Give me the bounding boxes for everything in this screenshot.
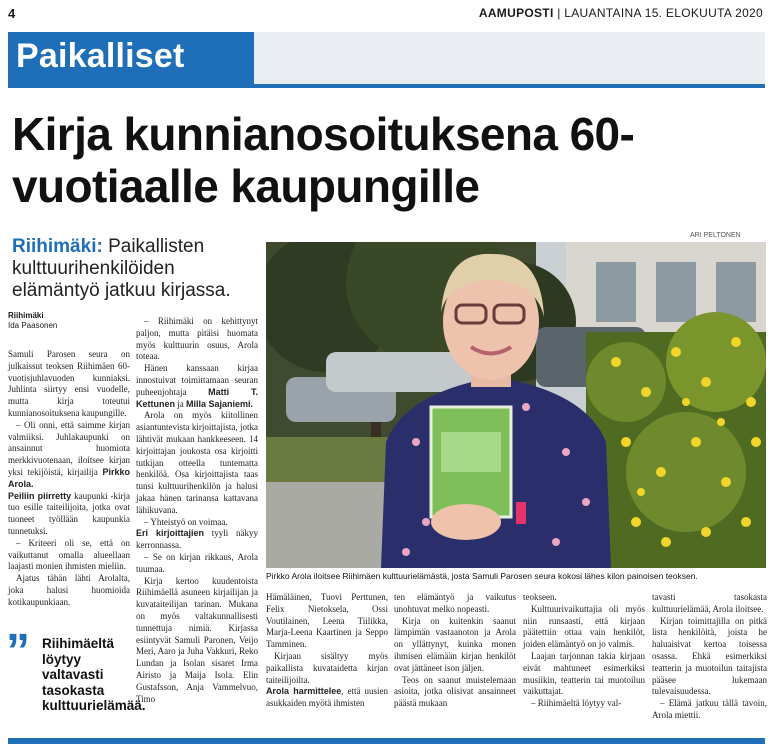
masthead bbox=[479, 6, 763, 20]
person-name: Matti T. Kettunen bbox=[136, 386, 259, 409]
article-column-3 bbox=[266, 592, 388, 710]
paragraph: tavasti tasokasta kulttuurielämää, Arola iloitsee. bbox=[652, 592, 767, 614]
byline bbox=[8, 311, 57, 331]
article-column-6 bbox=[652, 592, 767, 722]
pull-quote: Riihimäeltä löytyy valtavasti tasokasta kulttuurielämää. bbox=[42, 636, 146, 713]
paragraph: – Kriteeri oli se, että on vaikuttanut omalla alueellaan laajasti monien ihmisten mieliin. bbox=[8, 537, 130, 572]
paragraph: ten elämäntyö ja vaikutus unohtuvat melko nopeasti. bbox=[394, 592, 516, 614]
paragraph: Kirjaan sisältyy myös paikallista kuvataidetta kirjan taiteilijoilta. bbox=[266, 650, 388, 685]
paragraph: Kulttuurivaikuttajia oli myös niin runsaasti, että kirjaan päätettiin ottaa vain henkilöt, joiden elämäntyö on jo valmis. bbox=[523, 603, 645, 650]
page-number: 4 bbox=[8, 6, 16, 21]
person-name: Milla Sajaniemi. bbox=[186, 398, 254, 409]
issue-date: LAUANTAINA 15. ELOKUUTA 2020 bbox=[564, 6, 763, 20]
article-photo bbox=[266, 242, 766, 568]
paragraph: Kirjan toimittajilla on pitkä lista henkilöitä, joista he haluaisivat kertoa toisessa osassa. Ehkä esimerkiksi teatterin ja muotoilun taitajista pääsee lukemaan tulevaisuudessa. bbox=[652, 615, 767, 697]
section-label: Paikalliset bbox=[16, 37, 185, 75]
paragraph: Arola on myös kiitollinen asiantuntevista kirjoittajista, jotka lähtivät mukaan hankkeeseen. 14 kirjoittajan joukosta osa kirjoitti tutkijan otteella tuntematta henkilöä. Osa kirjoittajista taas tunsi kulttuurihenkilön ja halusi jakaa hänen tarinansa kattavana lähikuvana. bbox=[136, 410, 258, 515]
quote-mark-icon: ” bbox=[6, 625, 30, 678]
paper-name: AAMUPOSTI bbox=[478, 6, 554, 20]
subhead: Peiliin piirretty bbox=[8, 490, 72, 501]
paragraph: Samuli Parosen seura on julkaissut teoksen Riihimäen 60-vuotisjuhlavuoden kunniaksi. Juhlinta siirtyy ensi vuodelle, mutta kirja toteutui kunnianosoituksena kaupungille. bbox=[8, 349, 130, 418]
paragraph: Teos on saanut muistelemaan asioita, jotka olisivat ansainneet päästä mukaan bbox=[394, 674, 516, 709]
footer-rule bbox=[8, 738, 765, 744]
subhead: Eri kirjoittajien bbox=[136, 528, 205, 539]
subhead: Arola harmittelee bbox=[266, 686, 342, 697]
article-column-4 bbox=[394, 592, 516, 710]
paragraph: – Oli onni, että saimme kirjan valmiiksi. Juhlakaupunki on ansainnut huomiota merkkivuotenaan, iloitsee kirjan yksi tekijöistä, kirjailija Pirkko Arola. bbox=[8, 419, 130, 489]
lead-text: Paikallisten kulttuurihenkilöiden elämäntyö jatkuu kirjassa. bbox=[12, 236, 231, 301]
lead-place: Riihimäki: bbox=[12, 236, 103, 257]
paragraph: Hämäläinen, Tuovi Perttunen, Felix Nietoksela, Ossi Voutilainen, Leena Tiilikka, Marja-Leena Kaartinen ja Seppo Tamminen. bbox=[266, 592, 388, 650]
article-column-2 bbox=[136, 316, 258, 705]
paragraph: Eri kirjoittajien tyyli näkyy kerronnassa. bbox=[136, 528, 258, 551]
paragraph: – Se on kirjan rikkaus, Arola tuumaa. bbox=[136, 551, 258, 574]
paragraph: Kirja kertoo kuudentoista Riihimäellä asuneen kirjailijan ja kuvataiteilijan tarinan. Mukana on myös valtakunnallisesti tunnettuja nimiä. Kirjassa esiintyvät Samuli Paronen, Veijo Meri, Aaro ja Juha Vakkuri, Reko Lundan ja Isolan sisaret Irma Airisto ja Maija Isola. Elin Gustafsson, Anja Vammelvuo, Timo bbox=[136, 575, 258, 704]
section-rule bbox=[8, 84, 765, 88]
byline-location: Riihimäki bbox=[8, 311, 44, 320]
paragraph: – Riihimäeltä löytyy val- bbox=[531, 698, 622, 709]
paragraph: Ajatus tähän lähti Arolalta, joka halusi huomioida kotikaupunkiaan. bbox=[8, 573, 130, 607]
paragraph: Laajan tarjonnan takia kirjaan eivät mahtuneet esimerkiksi musiikin, teatterin tai muotoilun vaikuttajat. bbox=[523, 650, 645, 697]
person-name: Pirkko Arola. bbox=[8, 466, 130, 489]
headline: Kirja kunnianosoituksena 60-vuotiaalle kaupungille bbox=[12, 108, 635, 212]
paragraph: Hänen kanssaan kirjaa innostuivat toimittamaan seuran puheenjohtaja Matti T. Kettunen ja Milla Sajaniemi. bbox=[136, 363, 259, 409]
photo-credit: ARI PELTONEN bbox=[690, 232, 741, 239]
paragraph: teokseen. bbox=[523, 592, 557, 602]
byline-author: Ida Paasonen bbox=[8, 321, 58, 330]
photo-illustration bbox=[266, 242, 766, 568]
article-column-5 bbox=[523, 592, 645, 710]
article-column-1 bbox=[8, 349, 130, 609]
paragraph: – Elämä jatkuu tällä tavoin, Arola miettii. bbox=[652, 698, 767, 720]
paragraph: Kirja on kuitenkin saanut lämpimän vastaanoton ja Arola on yllättynyt, kuinka monen ihmisen elämään kirjan henkilöt ovat jättäneet ison jäljen. bbox=[394, 615, 516, 673]
lead-paragraph bbox=[12, 236, 262, 302]
paragraph: – Yhteistyö on voimaa. bbox=[144, 516, 228, 527]
masthead-separator: | bbox=[557, 6, 565, 20]
photo-caption: Pirkko Arola iloitsee Riihimäen kulttuurielämästä, josta Samuli Parosen seura kokosi lähes kilon painoisen teoksen. bbox=[266, 571, 698, 581]
paragraph: Arola harmittelee, että uusien asukkaiden myötä ihmisten bbox=[266, 686, 388, 709]
paragraph: – Riihimäki on kehittynyt paljon, mutta pitäisi huomata myös kulttuurin osuus, Arola toteaa. bbox=[136, 316, 258, 362]
paragraph: Peiliin piirretty kaupunki -kirja tuo esille taiteilijoita, jotka ovat tuoneet työllään kaupunkia tunnetuksi. bbox=[8, 490, 130, 536]
